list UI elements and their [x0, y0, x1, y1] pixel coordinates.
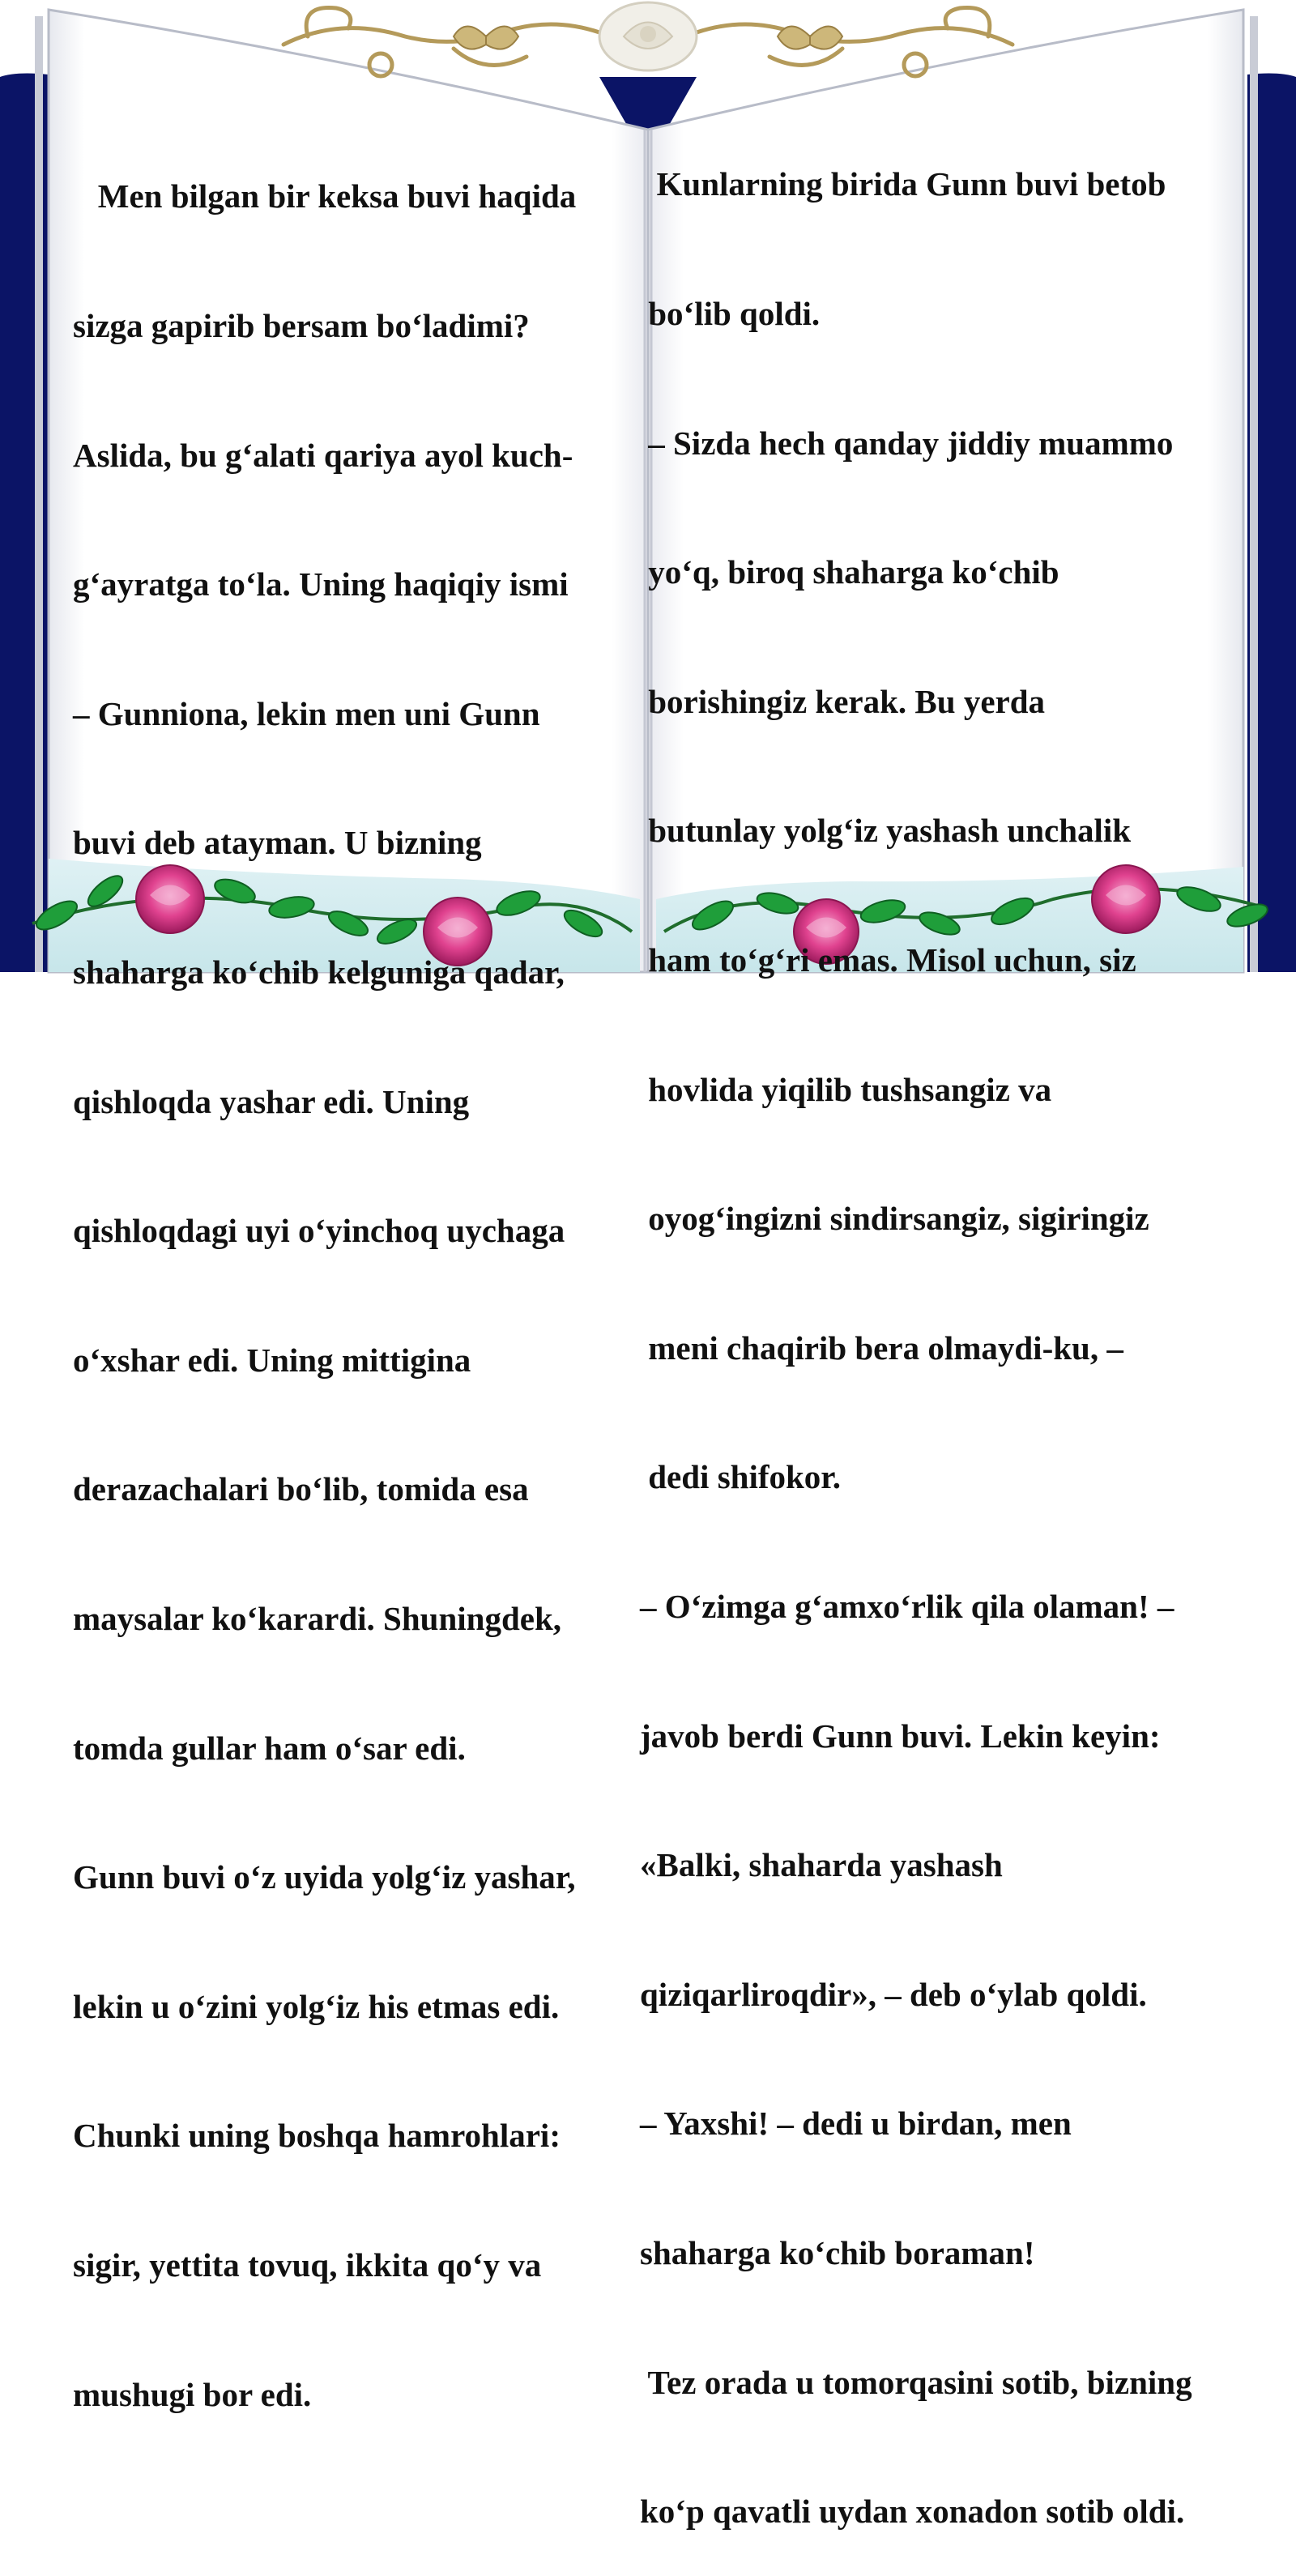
right-page-text — [640, 77, 1192, 2576]
text-line: Chunki uning boshqa hamrohlari: — [73, 2117, 561, 2155]
text-line: shaharga ko‘chib boraman! — [640, 2233, 1035, 2271]
white-rose-icon — [599, 2, 697, 70]
text-line: – Gunniona, lekin men uni Gunn — [73, 694, 540, 732]
text-line: dedi shifokor. — [640, 1458, 841, 1496]
text-line: Tez orada u tomorqasini sotib, bizning — [640, 2363, 1192, 2401]
text-line: mushugi bor edi. — [73, 2375, 312, 2413]
text-line: – Yaxshi! – dedi u birdan, men — [640, 2105, 1072, 2143]
text-line: meni chaqirib bera olmaydi-ku, – — [640, 1329, 1123, 1367]
text-line: yo‘q, biroq shaharga ko‘chib — [640, 553, 1059, 591]
text-line: javob berdi Gunn buvi. Lekin keyin: — [640, 1717, 1161, 1755]
text-line: butunlay yolg‘iz yashash unchalik — [640, 812, 1132, 850]
text-line: qishloqdagi uyi o‘yinchoq uychaga — [73, 1212, 565, 1250]
text-line: oyog‘ingizni sindirsangiz, sigiringiz — [640, 1200, 1149, 1238]
text-line: sizga gapirib bersam bo‘ladimi? — [73, 307, 530, 344]
text-line: hovlida yiqilib tushsangiz va — [640, 1070, 1052, 1108]
text-line: Kunlarning birida Gunn buvi betob — [640, 165, 1166, 203]
text-line: o‘xshar edi. Uning mittigina — [73, 1341, 471, 1379]
text-line: g‘ayratga to‘la. Uning haqiqiy ismi — [73, 565, 569, 603]
text-line: Gunn buvi o‘z uyida yolg‘iz yashar, — [73, 1858, 576, 1896]
text-line: bo‘lib qoldi. — [640, 295, 821, 332]
text-line: ko‘p qavatli uydan xonadon sotib oldi. — [640, 2493, 1185, 2531]
text-line: Aslida, bu g‘alati qariya ayol kuch- — [73, 436, 573, 474]
text-line: buvi deb atayman. U bizning — [73, 824, 482, 862]
text-line: lekin u o‘zini yolg‘iz his etmas edi. — [73, 1987, 560, 2025]
text-line: borishingiz kerak. Bu yerda — [640, 682, 1046, 720]
text-line: maysalar ko‘karardi. Shuningdek, — [73, 1599, 562, 1637]
text-line: shaharga ko‘chib kelguniga qadar, — [73, 953, 565, 991]
left-page-text — [73, 89, 576, 2459]
butterfly-icon — [778, 27, 842, 49]
text-line: qishloqda yashar edi. Uning — [73, 1082, 470, 1120]
text-line: – Sizda hech qanday jiddiy muammo — [640, 424, 1174, 462]
text-line: «Balki, shaharda yashash — [640, 1846, 1003, 1884]
text-line: ham to‘g‘ri emas. Misol uchun, siz — [640, 940, 1136, 979]
text-line: derazachalari bo‘lib, tomida esa — [73, 1470, 529, 1508]
text-line: Men bilgan bir keksa buvi haqida — [73, 177, 577, 215]
text-line: sigir, yettita tovuq, ikkita qo‘y va — [73, 2245, 542, 2284]
text-line: qiziqarliroqdir», – deb o‘ylab qoldi. — [640, 1975, 1147, 2013]
text-line: tomda gullar ham o‘sar edi. — [73, 1729, 466, 1767]
text-line: – O‘zimga g‘amxo‘rlik qila olaman! – — [640, 1587, 1174, 1625]
butterfly-icon — [454, 27, 518, 49]
